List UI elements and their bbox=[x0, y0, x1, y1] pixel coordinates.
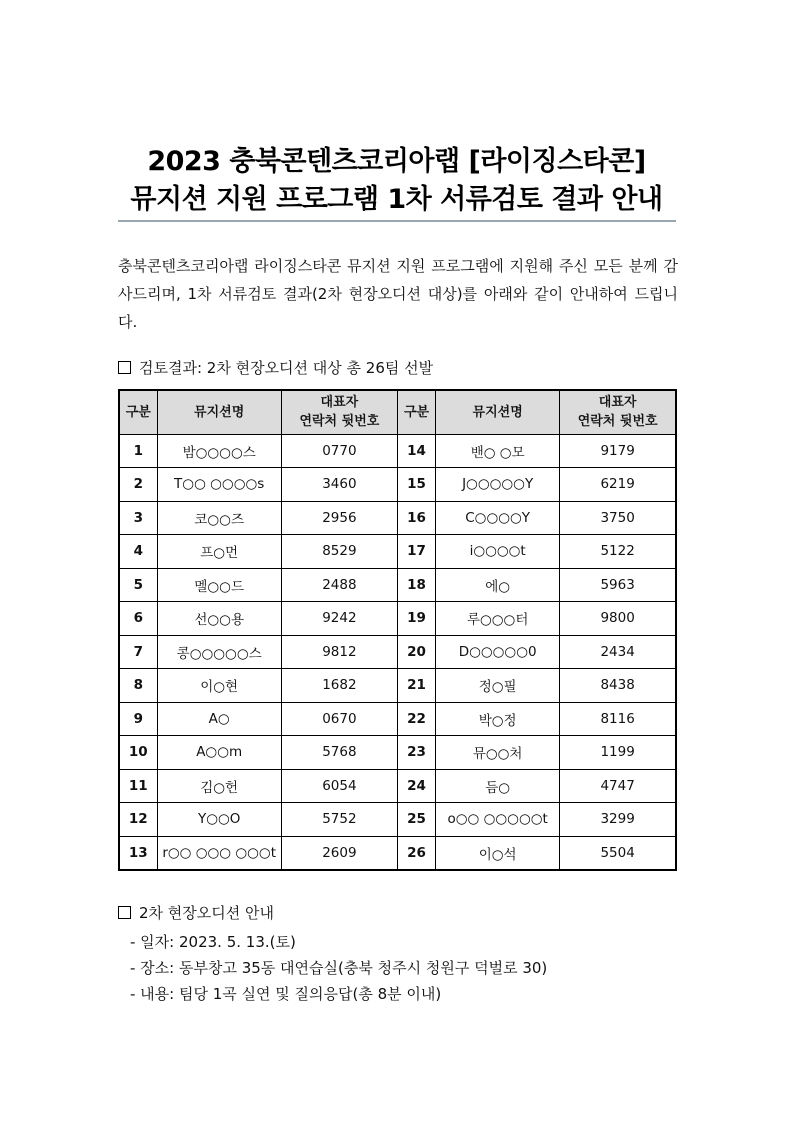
row-musician-name: 콩○○○○○스 bbox=[157, 635, 281, 669]
row-num: 1 bbox=[119, 434, 157, 468]
row-num: 5 bbox=[119, 568, 157, 602]
row-musician-name: 이○현 bbox=[157, 669, 281, 703]
row-musician-name: 선○○용 bbox=[157, 602, 281, 636]
row-musician-name: A○ bbox=[157, 702, 281, 736]
row-num: 9 bbox=[119, 702, 157, 736]
row-phone-suffix: 5122 bbox=[560, 535, 676, 569]
row-num: 13 bbox=[119, 836, 157, 870]
row-num: 8 bbox=[119, 669, 157, 703]
row-phone-suffix: 9812 bbox=[281, 635, 397, 669]
row-musician-name: 프○먼 bbox=[157, 535, 281, 569]
row-musician-name: 밤○○○○스 bbox=[157, 434, 281, 468]
table-row bbox=[119, 468, 676, 502]
row-phone-suffix: 4747 bbox=[560, 769, 676, 803]
intro-paragraph: 충북콘텐츠코리아랩 라이징스타콘 뮤지션 지원 프로그램에 지원해 주신 모든 분께 감사드리며, 1차 서류검토 결과(2차 현장오디션 대상)를 아래와 같이 안내하여 드립니다. bbox=[118, 257, 678, 331]
row-num: 15 bbox=[397, 468, 435, 502]
row-phone-suffix: 1682 bbox=[281, 669, 397, 703]
row-musician-name: D○○○○○0 bbox=[436, 635, 560, 669]
row-musician-name: A○○m bbox=[157, 736, 281, 770]
table-body bbox=[119, 434, 676, 870]
header-tel-left: 대표자 연락처 뒷번호 bbox=[281, 390, 397, 434]
row-num: 18 bbox=[397, 568, 435, 602]
section-review-result bbox=[118, 357, 433, 379]
row-musician-name: 에○ bbox=[436, 568, 560, 602]
row-num: 6 bbox=[119, 602, 157, 636]
row-musician-name: 김○헌 bbox=[157, 769, 281, 803]
row-phone-suffix: 1199 bbox=[560, 736, 676, 770]
row-musician-name: i○○○○t bbox=[436, 535, 560, 569]
row-musician-name: J○○○○○Y bbox=[436, 468, 560, 502]
row-musician-name: 밴○ ○모 bbox=[436, 434, 560, 468]
row-phone-suffix: 3460 bbox=[281, 468, 397, 502]
table-row bbox=[119, 669, 676, 703]
table-row bbox=[119, 602, 676, 636]
checkbox-square-icon bbox=[118, 361, 131, 374]
row-num: 12 bbox=[119, 803, 157, 837]
row-musician-name: Y○○O bbox=[157, 803, 281, 837]
title-line-1: 2023 충북콘텐츠코리아랩 [라이징스타콘] bbox=[147, 146, 646, 177]
section-audition-info bbox=[118, 902, 274, 924]
table-row bbox=[119, 434, 676, 468]
row-num: 21 bbox=[397, 669, 435, 703]
header-num-left: 구분 bbox=[119, 390, 157, 434]
row-musician-name: r○○ ○○○ ○○○t bbox=[157, 836, 281, 870]
header-tel-right: 대표자 연락처 뒷번호 bbox=[560, 390, 676, 434]
row-phone-suffix: 8116 bbox=[560, 702, 676, 736]
table-row bbox=[119, 535, 676, 569]
table-row bbox=[119, 736, 676, 770]
row-phone-suffix: 9800 bbox=[560, 602, 676, 636]
row-num: 7 bbox=[119, 635, 157, 669]
row-phone-suffix: 5963 bbox=[560, 568, 676, 602]
result-table bbox=[118, 389, 677, 871]
table-row bbox=[119, 501, 676, 535]
section-review-heading: 검토결과: 2차 현장오디션 대상 총 26팀 선발 bbox=[139, 359, 434, 377]
row-num: 3 bbox=[119, 501, 157, 535]
header-num-right: 구분 bbox=[397, 390, 435, 434]
row-musician-name: 멜○○드 bbox=[157, 568, 281, 602]
row-num: 10 bbox=[119, 736, 157, 770]
row-phone-suffix: 2956 bbox=[281, 501, 397, 535]
row-num: 24 bbox=[397, 769, 435, 803]
row-num: 14 bbox=[397, 434, 435, 468]
row-num: 16 bbox=[397, 501, 435, 535]
row-phone-suffix: 6054 bbox=[281, 769, 397, 803]
row-phone-suffix: 8529 bbox=[281, 535, 397, 569]
row-musician-name: 뮤○○처 bbox=[436, 736, 560, 770]
row-musician-name: 이○석 bbox=[436, 836, 560, 870]
title-line-2: 뮤지션 지원 프로그램 1차 서류검토 결과 안내 bbox=[130, 184, 663, 215]
row-musician-name: 코○○즈 bbox=[157, 501, 281, 535]
row-phone-suffix: 2609 bbox=[281, 836, 397, 870]
table-row bbox=[119, 635, 676, 669]
audition-date: - 일자: 2023. 5. 13.(토) bbox=[130, 933, 296, 951]
header-name-right: 뮤지션명 bbox=[436, 390, 560, 434]
row-num: 4 bbox=[119, 535, 157, 569]
row-num: 19 bbox=[397, 602, 435, 636]
row-num: 25 bbox=[397, 803, 435, 837]
row-phone-suffix: 3299 bbox=[560, 803, 676, 837]
table-row bbox=[119, 803, 676, 837]
row-num: 11 bbox=[119, 769, 157, 803]
row-musician-name: C○○○○Y bbox=[436, 501, 560, 535]
section-audition-heading: 2차 현장오디션 안내 bbox=[139, 904, 275, 922]
row-phone-suffix: 8438 bbox=[560, 669, 676, 703]
row-phone-suffix: 0670 bbox=[281, 702, 397, 736]
row-phone-suffix: 0770 bbox=[281, 434, 397, 468]
row-phone-suffix: 3750 bbox=[560, 501, 676, 535]
table-row bbox=[119, 836, 676, 870]
row-num: 23 bbox=[397, 736, 435, 770]
row-num: 20 bbox=[397, 635, 435, 669]
table-header-row bbox=[119, 390, 676, 434]
audition-place: - 장소: 동부창고 35동 대연습실(충북 청주시 청원구 덕벌로 30) bbox=[130, 959, 548, 977]
row-musician-name: T○○ ○○○○s bbox=[157, 468, 281, 502]
row-musician-name: 박○정 bbox=[436, 702, 560, 736]
row-num: 17 bbox=[397, 535, 435, 569]
row-phone-suffix: 9179 bbox=[560, 434, 676, 468]
title-divider bbox=[118, 220, 676, 222]
row-phone-suffix: 5752 bbox=[281, 803, 397, 837]
row-musician-name: 정○필 bbox=[436, 669, 560, 703]
row-phone-suffix: 5504 bbox=[560, 836, 676, 870]
row-musician-name: 듬○ bbox=[436, 769, 560, 803]
row-phone-suffix: 5768 bbox=[281, 736, 397, 770]
row-num: 22 bbox=[397, 702, 435, 736]
row-phone-suffix: 9242 bbox=[281, 602, 397, 636]
audition-content: - 내용: 팀당 1곡 실연 및 질의응답(총 8분 이내) bbox=[130, 985, 442, 1003]
row-num: 26 bbox=[397, 836, 435, 870]
row-num: 2 bbox=[119, 468, 157, 502]
header-name-left: 뮤지션명 bbox=[157, 390, 281, 434]
row-musician-name: 루○○○터 bbox=[436, 602, 560, 636]
document-title bbox=[0, 143, 793, 219]
table-row bbox=[119, 568, 676, 602]
row-musician-name: o○○ ○○○○○t bbox=[436, 803, 560, 837]
checkbox-square-icon bbox=[118, 906, 131, 919]
row-phone-suffix: 6219 bbox=[560, 468, 676, 502]
table-row bbox=[119, 702, 676, 736]
row-phone-suffix: 2488 bbox=[281, 568, 397, 602]
table-row bbox=[119, 769, 676, 803]
row-phone-suffix: 2434 bbox=[560, 635, 676, 669]
